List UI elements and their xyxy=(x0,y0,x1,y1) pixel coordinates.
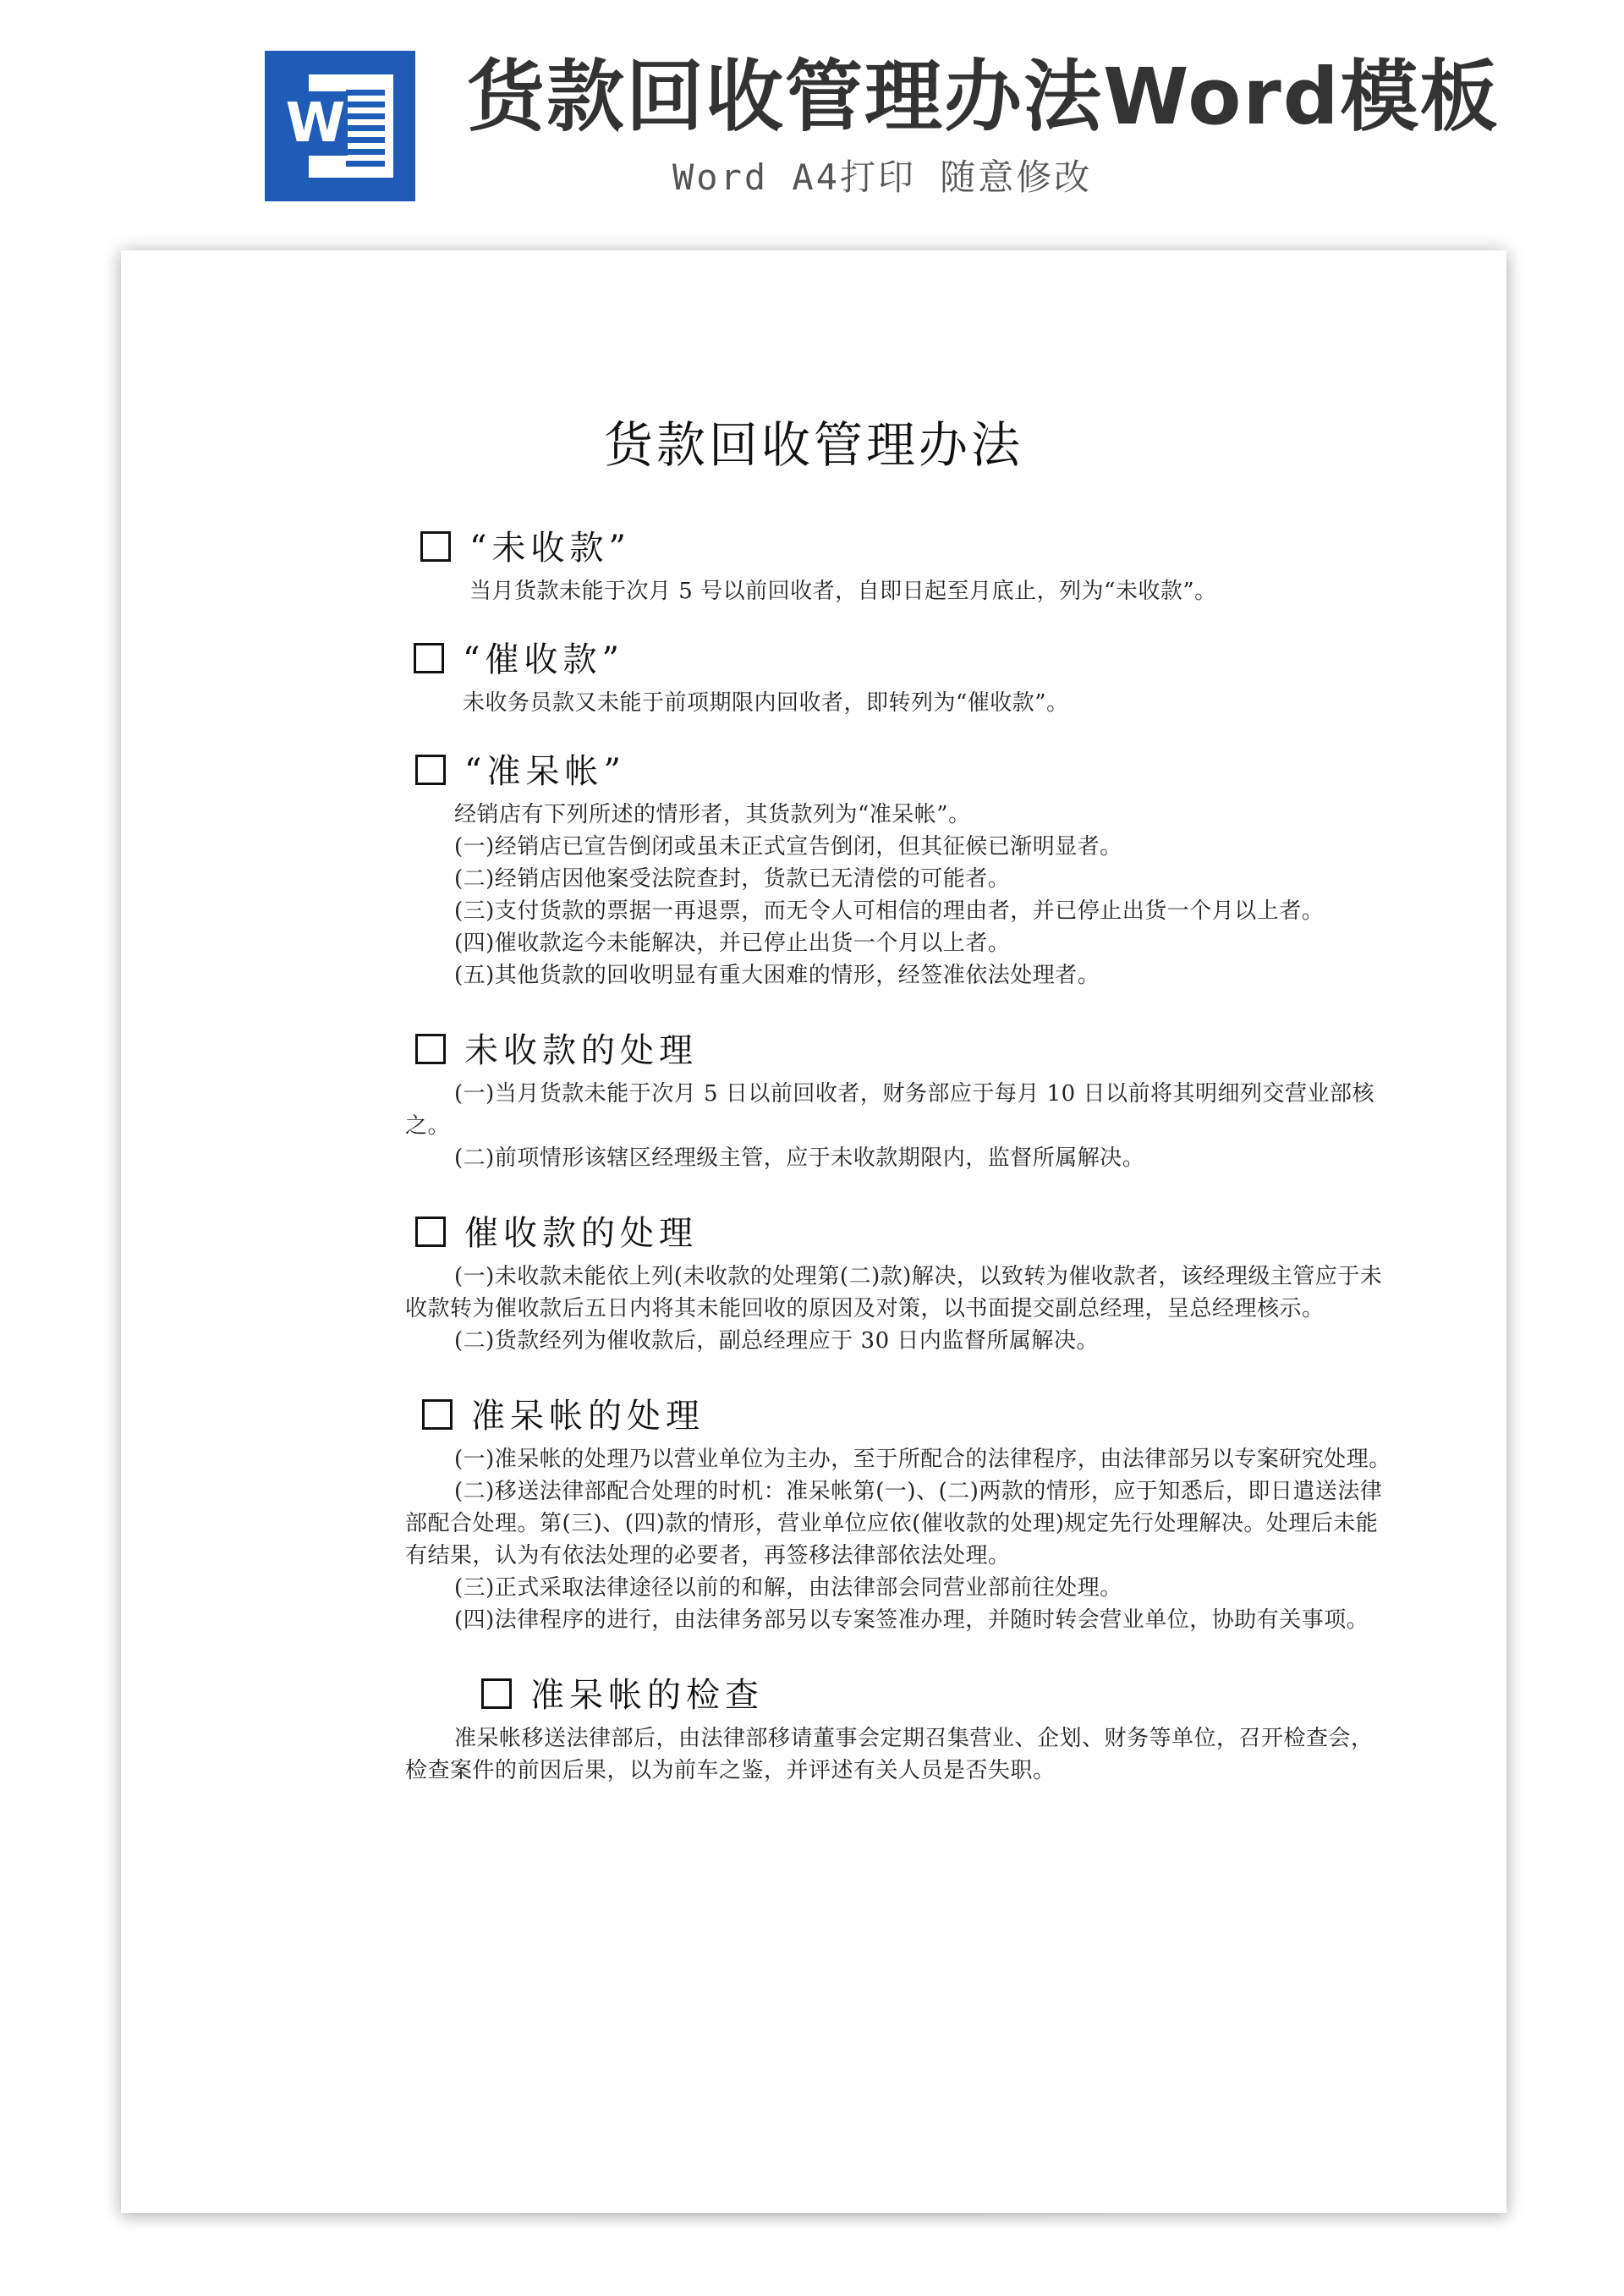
section-quasi-bad-debt xyxy=(405,744,1395,991)
section-paragraph: 准呆帐移送法律部后，由法律部移请董事会定期召集营业、企划、财务等单位，召开检查会，检查案件的前因后果，以为前车之鉴，并评述有关人员是否失职。 xyxy=(405,1726,1374,1783)
section-uncollected-handling xyxy=(405,1024,1395,1174)
section-heading: 准呆帐的处理 xyxy=(422,1389,1395,1443)
checkbox-icon xyxy=(415,755,446,785)
checkbox-icon xyxy=(481,1678,512,1709)
checkbox-icon xyxy=(420,531,451,562)
section-uncollected xyxy=(420,521,1395,607)
page-header xyxy=(0,0,1624,211)
section-heading: “未收款” xyxy=(420,521,1395,575)
checkbox-icon xyxy=(415,1034,446,1064)
section-paragraph: (四)催收款迄今未能解决，并已停止出货一个月以上者。 xyxy=(454,931,1011,956)
document-title: 货款回收管理办法 xyxy=(603,416,1023,474)
section-paragraph: (一)经销店已宣告倒闭或虽未正式宣告倒闭，但其征候已渐明显者。 xyxy=(454,834,1122,860)
checkbox-icon xyxy=(414,643,444,673)
section-paragraph: (二)前项情形该辖区经理级主管，应于未收款期限内，监督所属解决。 xyxy=(454,1145,1145,1171)
section-quasi-bad-debt-handling xyxy=(405,1389,1395,1636)
section-heading: “催收款” xyxy=(414,633,1395,687)
checkbox-icon xyxy=(422,1399,453,1430)
section-paragraph: (一)准呆帐的处理乃以营业单位为主办，至于所配合的法律程序，由法律部另以专案研究处理。 xyxy=(454,1447,1391,1472)
section-paragraph: 当月货款未能于次月 5 号以前回收者，自即日起至月底止，列为“未收款”。 xyxy=(469,579,1217,604)
banner-title: 货款回收管理办法Word模板 xyxy=(467,52,1500,142)
word-letter-badge: W xyxy=(283,91,348,156)
section-heading: 催收款的处理 xyxy=(415,1206,1395,1261)
section-paragraph: (一)未收款未能依上列(未收款的处理第(二)款)解决，以致转为催收款者，该经理级主管应于未收款转为催收款后五日内将其未能回收的原因及对策，以书面提交副总经理，呈总经理核示。 xyxy=(405,1264,1383,1321)
section-paragraph: 经销店有下列所述的情形者，其货款列为“准呆帐”。 xyxy=(454,802,971,827)
section-paragraph: (四)法律程序的进行，由法律务部另以专案签准办理，并随时转会营业单位，协助有关事项。 xyxy=(454,1607,1369,1633)
section-paragraph: (三)正式采取法律途径以前的和解，由法律部会同营业部前往处理。 xyxy=(454,1575,1122,1601)
section-heading: 准呆帐的检查 xyxy=(481,1668,1395,1722)
section-heading: 未收款的处理 xyxy=(415,1024,1395,1078)
section-paragraph: (二)移送法律部配合处理的时机：准呆帐第(一)、(二)两款的情形，应于知悉后，即日遣送法律部配合处理。第(三)、(四)款的情形，营业单位应依(催收款的处理)规定先行处理解决。处理后未能有结果，认为有依法处理的必要者，再签移法律部依法处理。 xyxy=(405,1479,1383,1568)
section-heading: “准呆帐” xyxy=(415,744,1395,799)
section-quasi-bad-debt-review xyxy=(405,1668,1395,1787)
section-paragraph: (二)货款经列为催收款后，副总经理应于 30 日内监督所属解决。 xyxy=(454,1328,1099,1354)
section-overdue xyxy=(414,633,1395,719)
section-paragraph: 未收务员款又未能于前项期限内回收者，即转列为“催收款”。 xyxy=(463,690,1069,716)
document-page xyxy=(121,250,1506,2213)
section-overdue-handling xyxy=(405,1206,1395,1357)
section-paragraph: (一)当月货款未能于次月 5 日以前回收者，财务部应于每月 10 日以前将其明细列交营业部核之。 xyxy=(405,1081,1374,1139)
document-body xyxy=(405,521,1395,1787)
section-paragraph: (三)支付货款的票据一再退票，而无令人可相信的理由者，并已停止出货一个月以上者。 xyxy=(454,898,1325,924)
section-paragraph: (二)经销店因他案受法院查封，货款已无清偿的可能者。 xyxy=(454,866,1011,892)
banner-subtitle: Word A4打印 随意修改 xyxy=(672,157,1093,198)
checkbox-icon xyxy=(415,1217,446,1247)
section-paragraph: (五)其他货款的回收明显有重大困难的情形，经签准依法处理者。 xyxy=(454,963,1100,988)
word-logo-icon xyxy=(265,51,415,201)
